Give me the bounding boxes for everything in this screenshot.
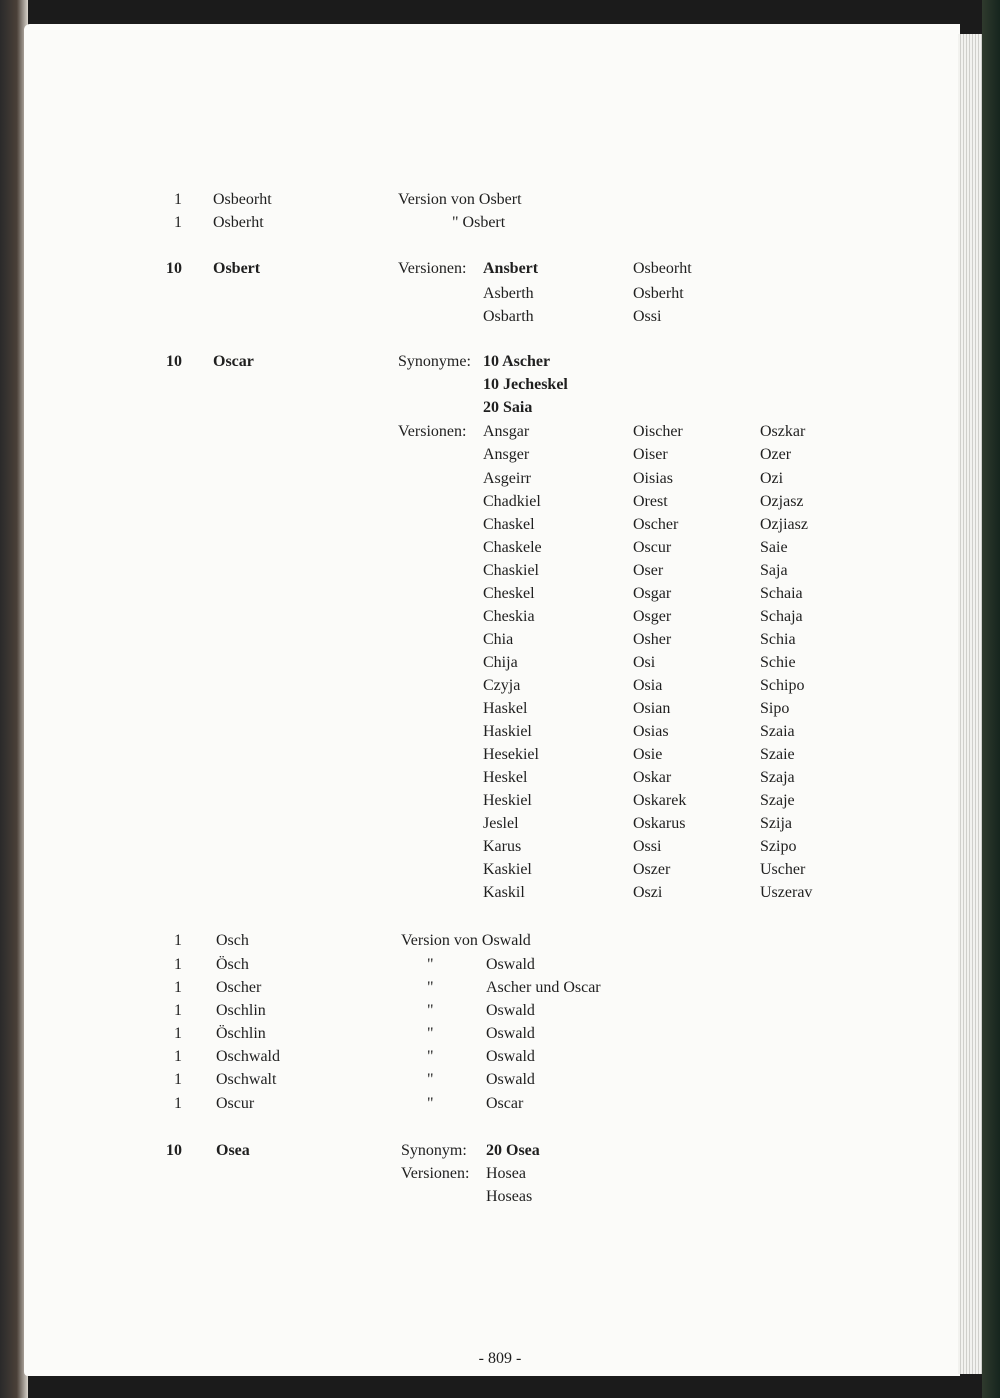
- entry-name: Oschwald: [216, 1048, 280, 1065]
- entry-col3: Osher: [633, 631, 672, 648]
- entry-col1: ": [427, 1048, 434, 1065]
- entry-col3: Oskar: [633, 769, 672, 786]
- entry-col1: ": [427, 1002, 434, 1019]
- entry-col4: Sipo: [760, 700, 790, 717]
- entry-rank: 1: [174, 1002, 182, 1019]
- entry-col1: Version von Osbert: [398, 191, 522, 208]
- entry-col4: Oszkar: [760, 423, 806, 440]
- entry-col1: Versionen:: [398, 423, 467, 440]
- entry-col4: Szipo: [760, 838, 797, 855]
- entry-col1: ": [427, 1095, 434, 1112]
- entry-col2: Oswald: [486, 1071, 535, 1088]
- entry-col4: Schaja: [760, 608, 803, 625]
- entry-col2: Hesekiel: [483, 746, 539, 763]
- entry-col2: Ascher und Oscar: [486, 979, 601, 996]
- entry-col3: Oiser: [633, 446, 668, 463]
- entry-name: Osberht: [213, 214, 264, 231]
- entry-col3: Osias: [633, 723, 669, 740]
- entry-col4: Ozjasz: [760, 493, 804, 510]
- entry-col2: Chaskiel: [483, 562, 539, 579]
- entry-col3: Orest: [633, 493, 668, 510]
- entry-col3: Osian: [633, 700, 671, 717]
- entry-rank: 1: [174, 1095, 182, 1112]
- entry-col2: 10 Ascher: [483, 353, 551, 370]
- entry-name: Osch: [216, 932, 249, 949]
- entry-col2: Chadkiel: [483, 493, 541, 510]
- entry-col2: Heskiel: [483, 792, 532, 809]
- entry-col2: Haskel: [483, 700, 528, 717]
- entry-col4: Szija: [760, 815, 792, 832]
- entry-col2: Chaskele: [483, 539, 542, 556]
- entry-col4: Schipo: [760, 677, 805, 694]
- entry-col2: Oswald: [486, 956, 535, 973]
- entry-col2: Heskel: [483, 769, 528, 786]
- entry-col4: Saja: [760, 562, 788, 579]
- entry-col1: ": [427, 956, 434, 973]
- entry-col4: Uszerav: [760, 884, 813, 901]
- entry-rank: 10: [166, 353, 182, 370]
- entry-col1: Versionen:: [398, 260, 467, 277]
- entry-col3: Osgar: [633, 585, 672, 602]
- entry-rank: 1: [174, 979, 182, 996]
- entry-name: Oscher: [216, 979, 262, 996]
- entry-rank: 1: [174, 956, 182, 973]
- entry-col3: Oisias: [633, 470, 673, 487]
- entry-rank: 10: [166, 1142, 182, 1159]
- entry-col4: Szaia: [760, 723, 795, 740]
- entry-col3: Osbeorht: [633, 260, 692, 277]
- entry-col4: Ozer: [760, 446, 792, 463]
- entry-col3: Oscur: [633, 539, 672, 556]
- entry-col1: Version von Oswald: [401, 932, 531, 949]
- entry-col3: Osie: [633, 746, 663, 763]
- entry-col1: ": [427, 979, 434, 996]
- entry-col2: Kaskil: [483, 884, 525, 901]
- entry-col3: Oskarus: [633, 815, 686, 832]
- entry-rank: 1: [174, 932, 182, 949]
- entry-rank: 1: [174, 1048, 182, 1065]
- entry-col1: Synonym:: [401, 1142, 467, 1159]
- entry-col2: Czyja: [483, 677, 521, 694]
- page-number: - 809 -: [478, 1350, 522, 1367]
- entry-col2: Chia: [483, 631, 514, 648]
- entry-col3: Osia: [633, 677, 663, 694]
- entry-col2: Jeslel: [483, 815, 519, 832]
- entry-col3: Ossi: [633, 308, 662, 325]
- entry-col1: ": [427, 1025, 434, 1042]
- entry-col4: Schie: [760, 654, 796, 671]
- entry-col3: Ossi: [633, 838, 662, 855]
- entry-col2: Osbarth: [483, 308, 534, 325]
- entry-name: Oscur: [216, 1095, 255, 1112]
- entry-name: Oschlin: [216, 1002, 266, 1019]
- entry-name: Oschwalt: [216, 1071, 277, 1088]
- entry-col2: 20 Saia: [483, 399, 533, 416]
- entry-col2: 10 Jecheskel: [483, 376, 568, 393]
- entry-col4: Szaie: [760, 746, 795, 763]
- entry-col4: Uscher: [760, 861, 806, 878]
- entry-col3: Oscher: [633, 516, 679, 533]
- entry-col4: Schia: [760, 631, 796, 648]
- entry-col2: Chija: [483, 654, 518, 671]
- entry-col3: Oszi: [633, 884, 663, 901]
- entry-col2: Asberth: [483, 285, 534, 302]
- entry-col2: Chaskel: [483, 516, 535, 533]
- entry-col2: Oswald: [486, 1025, 535, 1042]
- entry-col3: Osi: [633, 654, 656, 671]
- entry-col2: Cheskel: [483, 585, 535, 602]
- entry-col4: Ozjiasz: [760, 516, 808, 533]
- entry-col1: " Osbert: [452, 214, 506, 231]
- entry-col2: Ansger: [483, 446, 530, 463]
- entry-name: Ösch: [216, 956, 249, 973]
- entry-name: Osea: [216, 1142, 250, 1159]
- entry-rank: 10: [166, 260, 182, 277]
- entry-col4: Szaja: [760, 769, 795, 786]
- page-stack-edge: [958, 34, 982, 1374]
- entry-col1: Versionen:: [401, 1165, 470, 1182]
- entry-col2: Oswald: [486, 1002, 535, 1019]
- entry-col2: Ansgar: [483, 423, 530, 440]
- entry-name: Öschlin: [216, 1025, 266, 1042]
- entry-col3: Oszer: [633, 861, 671, 878]
- entry-name: Osbert: [213, 260, 261, 277]
- entry-col2: Haskiel: [483, 723, 532, 740]
- entry-rank: 1: [174, 1025, 182, 1042]
- entry-col2: Oscar: [486, 1095, 524, 1112]
- entry-rank: 1: [174, 214, 182, 231]
- entry-col2: Ansbert: [483, 260, 539, 277]
- entry-col2: Karus: [483, 838, 522, 855]
- entry-col2: Hoseas: [486, 1188, 533, 1205]
- entry-col2: 20 Osea: [486, 1142, 540, 1159]
- entry-col1: Synonyme:: [398, 353, 471, 370]
- entry-col2: Asgeirr: [483, 470, 531, 487]
- entry-col4: Schaia: [760, 585, 803, 602]
- background-edge: [982, 0, 1000, 1398]
- entry-col4: Ozi: [760, 470, 784, 487]
- entry-col3: Osger: [633, 608, 672, 625]
- entry-col3: Oser: [633, 562, 664, 579]
- entry-rank: 1: [174, 1071, 182, 1088]
- entry-col3: Oskarek: [633, 792, 687, 809]
- entry-col4: Saie: [760, 539, 788, 556]
- entry-col2: Cheskia: [483, 608, 535, 625]
- entry-col4: Szaje: [760, 792, 795, 809]
- entry-col2: Oswald: [486, 1048, 535, 1065]
- entry-rank: 1: [174, 191, 182, 208]
- entry-name: Osbeorht: [213, 191, 272, 208]
- entry-col3: Oischer: [633, 423, 683, 440]
- entry-col3: Osberht: [633, 285, 684, 302]
- entry-col1: ": [427, 1071, 434, 1088]
- entry-col2: Kaskiel: [483, 861, 532, 878]
- entry-col2: Hosea: [486, 1165, 526, 1182]
- entry-name: Oscar: [213, 353, 254, 370]
